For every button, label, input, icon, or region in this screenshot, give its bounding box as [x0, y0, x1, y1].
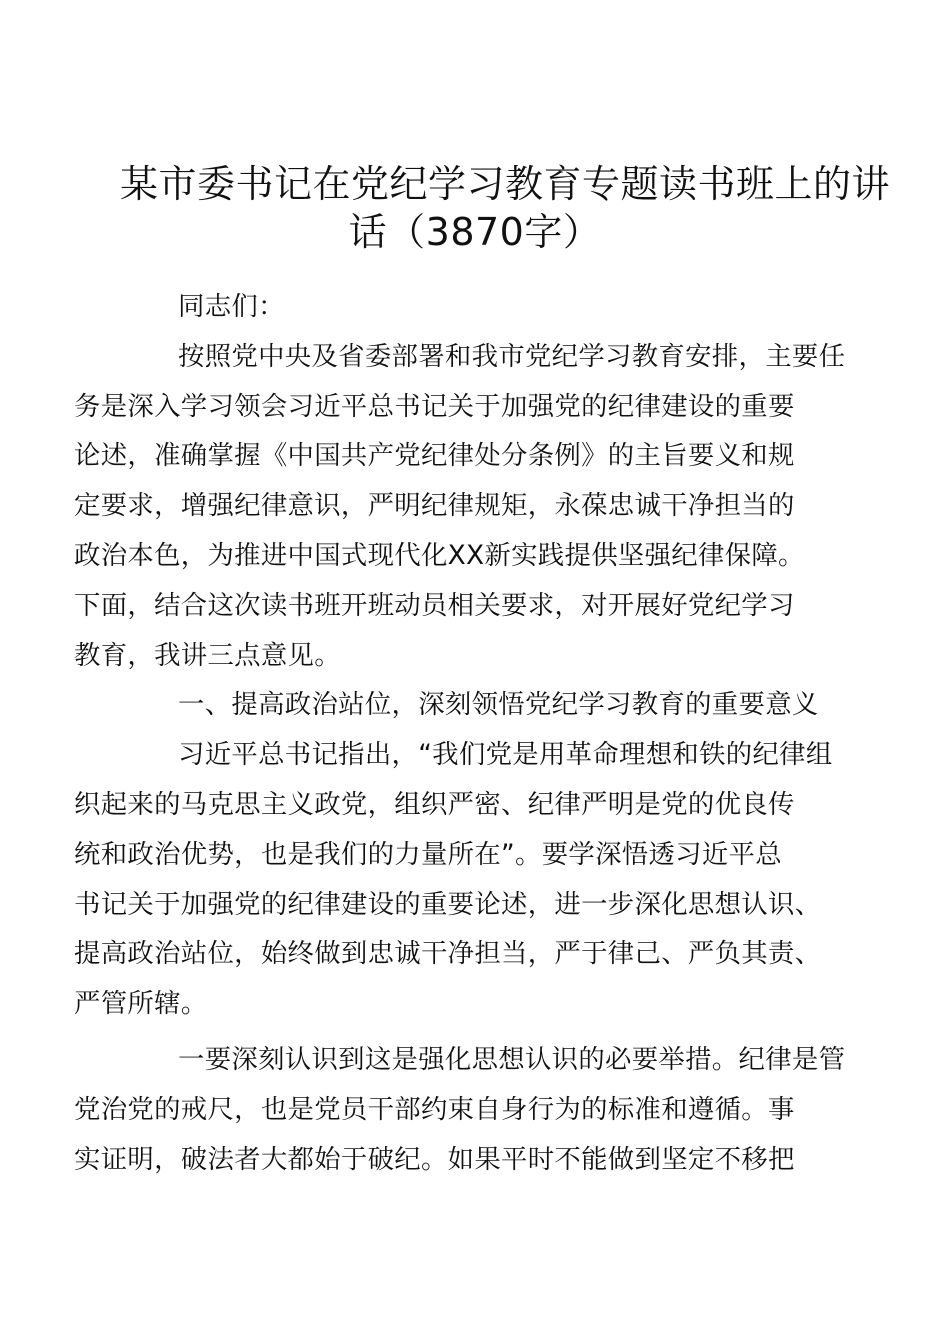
paragraph-point-1 — [74, 1035, 846, 1184]
document-body — [74, 282, 846, 1184]
paragraph-intro — [74, 332, 846, 681]
section-heading-text: 一、提高政治站位，深刻领悟党纪学习教育的重要意义 — [178, 689, 819, 721]
paragraph-line: 提高政治站位，始终做到忠诚干净担当，严于律己、严负其责、 — [74, 938, 822, 970]
paragraph-quote — [74, 730, 840, 1029]
paragraph-line: 统和政治优势，也是我们的力量所在”。要学深悟透习近平总 — [74, 838, 782, 870]
title-line-2: 话（3870字） — [348, 210, 602, 254]
paragraph-line: 实证明，破法者大都始于破纪。如果平时不能做到坚定不移把 — [74, 1143, 795, 1175]
paragraph-line: 政治本色，为推进中国式现代化XX新实践提供坚强纪律保障。 — [74, 539, 805, 571]
paragraph-line: 习近平总书记指出，“我们党是用革命理想和铁的纪律组 — [178, 739, 833, 771]
paragraph-line: 严管所辖。 — [74, 988, 208, 1020]
paragraph-line: 按照党中央及省委部署和我市党纪学习教育安排，主要任 — [178, 340, 846, 372]
document-title — [120, 160, 891, 256]
salutation: 同志们： — [178, 291, 285, 322]
paragraph-line: 下面，结合这次读书班开班动员相关要求，对开展好党纪学习 — [74, 589, 795, 621]
section-heading-1 — [126, 680, 840, 730]
paragraph-line: 务是深入学习领会习近平总书记关于加强党的纪律建设的重要 — [74, 390, 795, 422]
paragraph-line: 织起来的马克思主义政党，组织严密、纪律严明是党的优良传 — [74, 788, 795, 820]
paragraph-line: 教育，我讲三点意见。 — [74, 639, 341, 671]
title-line-1: 某市委书记在党纪学习教育专题读书班上的讲 — [120, 162, 891, 206]
paragraph-line: 一要深刻认识到这是强化思想认识的必要举措。纪律是管 — [178, 1043, 846, 1075]
paragraph-line: 定要求，增强纪律意识，严明纪律规矩，永葆忠诚干净担当的 — [74, 490, 795, 522]
paragraph-line: 党治党的戒尺，也是党员干部约束自身行为的标准和遵循。事 — [74, 1093, 795, 1125]
paragraph-line: 书记关于加强党的纪律建设的重要论述，进一步深化思想认识、 — [74, 888, 822, 920]
paragraph-line: 论述，准确掌握《中国共产党纪律处分条例》的主旨要义和规 — [74, 440, 795, 472]
